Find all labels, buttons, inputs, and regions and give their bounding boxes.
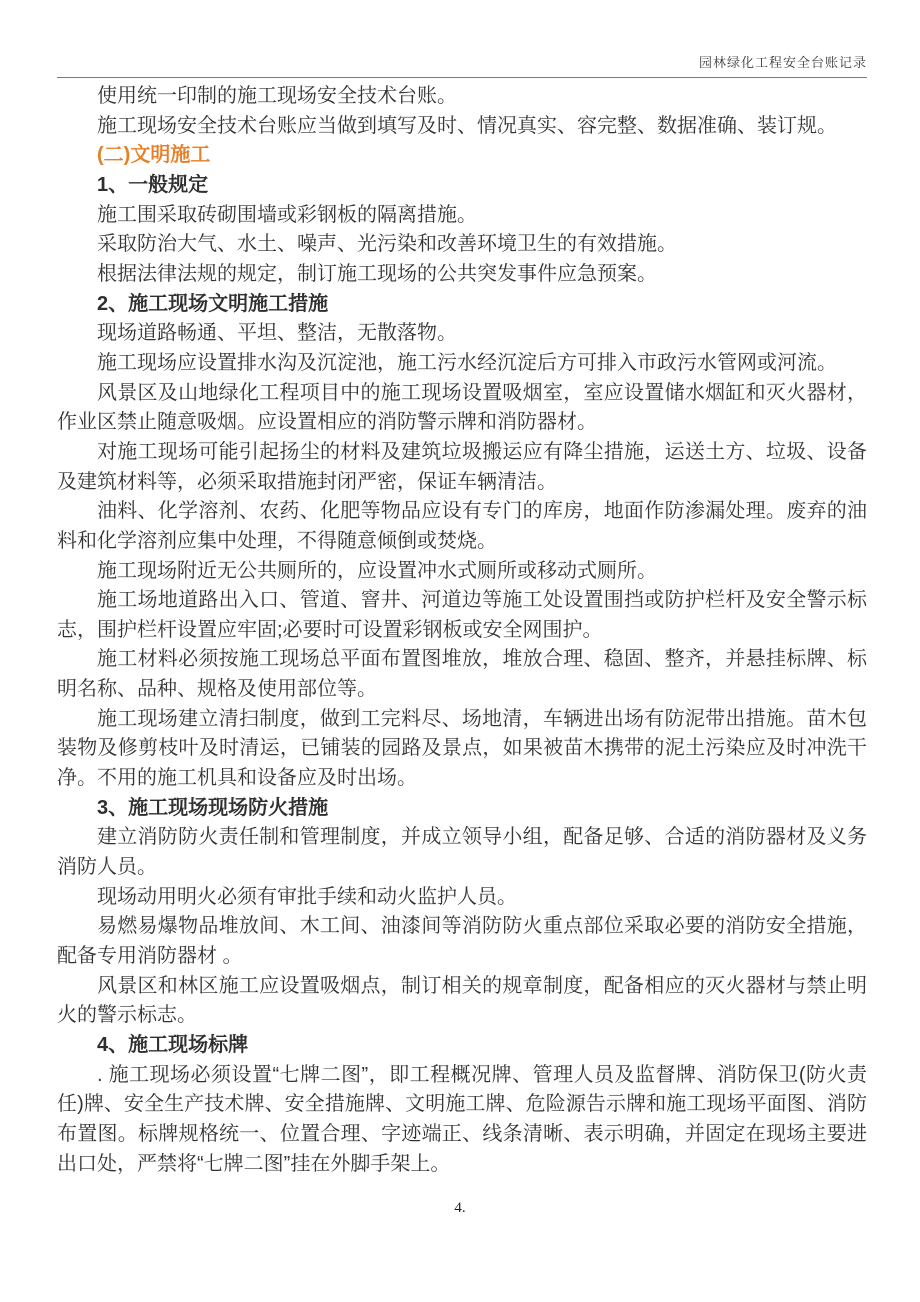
paragraph: 易燃易爆物品堆放间、木工间、油漆间等消防防火重点部位采取必要的消防安全措施，配备专用消防器材 。	[57, 915, 867, 968]
sub-heading: 1、一般规定	[97, 173, 209, 196]
page-header	[57, 52, 867, 78]
paragraph: 施工场地道路出入口、管道、窨井、河道边等施工处设置围挡或防护栏杆及安全警示标志，围护栏杆设置应牢固;必要时可设置彩钢板或安全网围护。	[57, 589, 867, 641]
document-body	[57, 82, 867, 1179]
paragraph: . 施工现场必须设置“七牌二图”，即工程概况牌、管理人员及监督牌、消防保卫(防火责任)牌、安全生产技术牌、安全措施牌、文明施工牌、危险源告示牌和施工现场平面图、消防布置图。标牌规格统一、位置合理、字迹端正、线条清晰、表示明确，并固定在现场主要进出口处，严禁将“七牌二图”挂在外脚手架上。	[57, 1063, 867, 1175]
paragraph: 施工现场建立清扫制度，做到工完料尽、场地清，车辆进出场有防泥带出措施。苗木包装物及修剪枝叶及时清运，已铺装的园路及景点，如果被苗木携带的泥土污染应及时冲洗干净。不用的施工机具和设备应及时出场。	[57, 707, 867, 790]
page-number: 4.	[454, 1200, 466, 1216]
sub-heading: 4、施工现场标牌	[97, 1034, 249, 1056]
paragraph: 风景区及山地绿化工程项目中的施工现场设置吸烟室，室应设置储水烟缸和灭火器材，作业区禁止随意吸烟。应设置相应的消防警示牌和消防器材。	[57, 381, 867, 434]
paragraph: 施工现场附近无公共厕所的，应设置冲水式厕所或移动式厕所。	[97, 559, 657, 582]
paragraph: 油料、化学溶剂、农药、化肥等物品应设有专门的库房，地面作防渗漏处理。废弃的油料和化学溶剂应集中处理，不得随意倾倒或焚烧。	[57, 500, 867, 552]
paragraph: 风景区和林区施工应设置吸烟点，制订相关的规章制度，配备相应的灭火器材与禁止明火的警示标志。	[57, 974, 867, 1027]
paragraph: 根据法律法规的规定，制订施工现场的公共突发事件应急预案。	[97, 262, 657, 285]
section-heading: (二)文明施工	[97, 144, 211, 167]
paragraph: 施工现场应设置排水沟及沉淀池，施工污水经沉淀后方可排入市政污水管网或河流。	[97, 351, 837, 374]
paragraph: 对施工现场可能引起扬尘的材料及建筑垃圾搬运应有降尘措施，运送土方、垃圾、设备及建筑材料等，必须采取措施封闭严密，保证车辆清洁。	[57, 440, 867, 493]
sub-heading: 3、施工现场现场防火措施	[97, 796, 329, 819]
page-footer	[0, 1200, 920, 1217]
paragraph: 建立消防防火责任制和管理制度，并成立领导小组，配备足够、合适的消防器材及义务消防人员。	[57, 826, 867, 879]
paragraph: 现场动用明火必须有审批手续和动火监护人员。	[97, 885, 517, 908]
paragraph: 施工围采取砖砌围墙或彩钢板的隔离措施。	[97, 203, 477, 226]
paragraph: 施工现场安全技术台账应当做到填写及时、情况真实、容完整、数据准确、装订规。	[97, 114, 837, 137]
paragraph: 采取防治大气、水土、噪声、光污染和改善环境卫生的有效措施。	[97, 233, 677, 256]
paragraph: 施工材料必须按施工现场总平面布置图堆放，堆放合理、稳固、整齐，并悬挂标牌、标明名称、品种、规格及使用部位等。	[57, 648, 867, 701]
paragraph: 现场道路畅通、平坦、整洁，无散落物。	[97, 322, 457, 345]
sub-heading: 2、施工现场文明施工措施	[97, 292, 329, 315]
paragraph: 使用统一印制的施工现场安全技术台账。	[97, 85, 457, 107]
header-title: 园林绿化工程安全台账记录	[698, 55, 867, 70]
